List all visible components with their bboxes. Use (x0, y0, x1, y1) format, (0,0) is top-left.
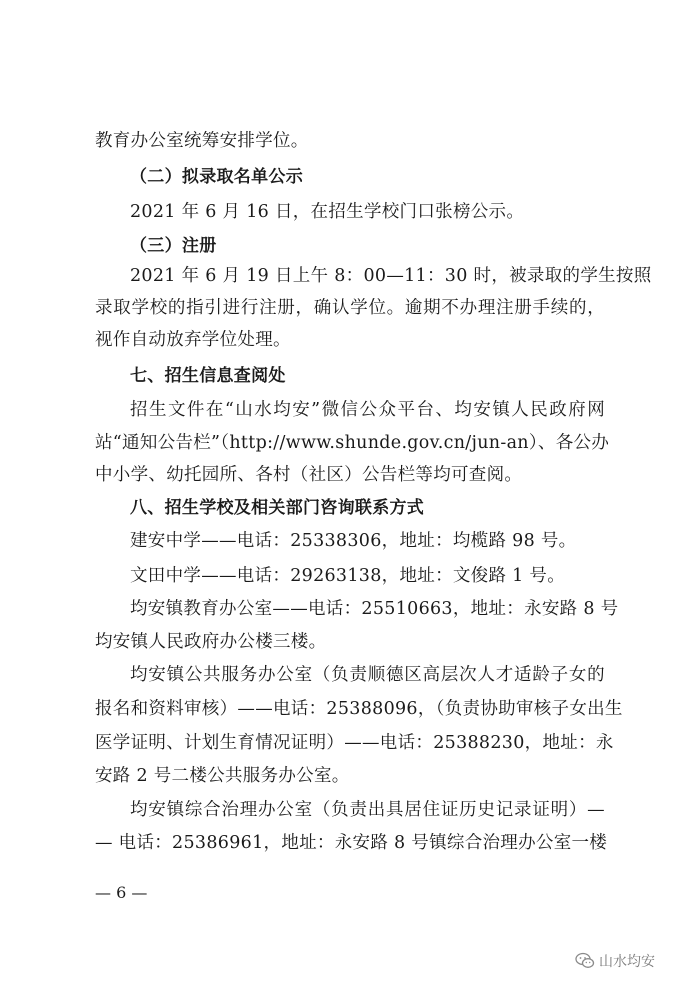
section-heading: 七、招生信息查阅处 (130, 366, 286, 386)
section-heading: （二）拟录取名单公示 (130, 167, 303, 187)
body-line: 视作自动放弃学位处理。 (95, 330, 291, 350)
contact-line: 建安中学——电话：25338306，地址：均榄路 98 号。 (130, 531, 577, 551)
body-line: 站“通知公告栏”（http://www.shunde.gov.cn/jun-an）、各公办 (95, 433, 610, 453)
body-line: 2021 年 6 月 16 日，在招生学校门口张榜公示。 (130, 202, 525, 222)
section-heading: （三）注册 (130, 236, 217, 256)
contact-line: 均安镇人民政府办公楼三楼。 (95, 632, 327, 652)
contact-line: 医学证明、计划生育情况证明）——电话：25388230，地址：永 (95, 733, 614, 753)
watermark-text: 山水均安 (599, 954, 655, 970)
wechat-icon (575, 952, 595, 970)
contact-line: 安路 2 号二楼公共服务办公室。 (95, 766, 350, 786)
body-line: 中小学、幼托园所、各村（社区）公告栏等均可查阅。 (95, 465, 523, 485)
page-number: — 6 — (95, 883, 148, 902)
contact-line: 报名和资料审核）——电话：25388096，（负责协助审核子女出生 (95, 699, 623, 719)
contact-line: 文田中学——电话：29263138，地址：文俊路 1 号。 (130, 566, 566, 586)
section-heading: 八、招生学校及相关部门咨询联系方式 (130, 498, 425, 518)
contact-line: 均安镇教育办公室——电话：25510663，地址：永安路 8 号 (130, 599, 619, 619)
contact-line: 均安镇公共服务办公室（负责顺德区高层次人才适龄子女的 (130, 665, 605, 685)
body-line: 2021 年 6 月 19 日上午 8：00—11：30 时，被录取的学生按照 (130, 266, 652, 286)
contact-line: — 电话：25386961，地址：永安路 8 号镇综合治理办公室一楼 (95, 833, 608, 853)
body-line: 教育办公室统筹安排学位。 (95, 131, 309, 151)
watermark (575, 950, 655, 972)
body-line: 录取学校的指引进行注册，确认学位。逾期不办理注册手续的， (95, 298, 605, 318)
body-line: 招生文件在“山水均安”微信公众平台、均安镇人民政府网 (130, 400, 605, 420)
contact-line: 均安镇综合治理办公室（负责出具居住证历史记录证明）— (130, 800, 605, 820)
